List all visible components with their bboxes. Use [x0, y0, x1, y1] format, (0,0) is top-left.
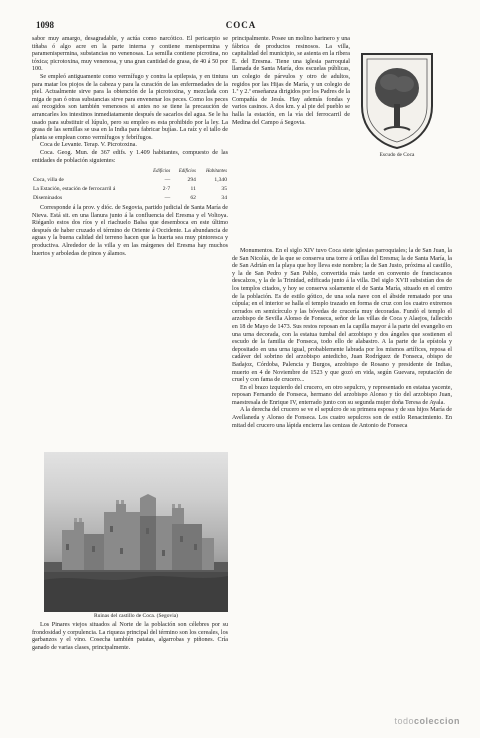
entity-name: Diseminados	[33, 195, 63, 202]
column-header: Edificios	[178, 169, 196, 175]
watermark-brand: coleccion	[413, 716, 460, 726]
coat-of-arms-image	[352, 48, 442, 152]
cell: 2·7	[162, 186, 171, 193]
watermark-prefix: todo	[394, 716, 414, 726]
geog-intro: Coca. Geog. Mun. de 367 edifs. y 1.409 habitantes, compuesto de las entidades de población siguientes:	[32, 149, 228, 164]
left-column	[32, 36, 228, 258]
cell: 294	[187, 177, 196, 184]
paragraph: Corresponde á la prov. y dióc. de Segovia, partido judicial de Santa María de Nieva. Está sit. en una llanura junto á la confluencia del Eresma y el Voltoya. Riéganlo estos dos ríos y el riachuelo Balsa que desemboca en este último después de haber cruzado el término de Oriente á Occidente. La abundancia de aguas y la buena calidad del terreno hacen que la huerta sea muy pintoresca y productiva. Alrededor de la villa y en las márgenes del Eresma hay muchos huertos y arboledas de pinos y álamos.	[32, 205, 228, 257]
castle-illustration	[44, 452, 228, 612]
right-column-monuments	[232, 248, 452, 430]
column-header: Edificios	[153, 169, 171, 175]
table-row	[32, 185, 228, 194]
cell: —	[164, 177, 171, 184]
entity-name: Coca, villa de	[33, 177, 64, 184]
cell: 62	[190, 195, 196, 202]
running-word: COCA	[225, 20, 257, 30]
table-row	[32, 176, 228, 185]
cell: —	[164, 195, 171, 202]
paragraph: Monumentos. En el siglo XIV tuvo Coca siete iglesias parroquiales; la de San Juan, la de San Nicolás, de la que se conserva una torre á orillas del Eresma; la de Santa María, la de San Adrián en la playa que hoy lleva este nombre; la de San Justo, próxima al castillo, y la de San Pedro y San Pablo, convertida más tarde en convento de franciscanos descalzos, y la de la Trinidad, edificada junto á la villa. Del siglo XVII subsistían dos de los templos citados, y hoy se conserva solamente el de Santa María, situado en el centro de la población. Es de estilo gótico, de una sola nave con el ábside rematado por una cúpula; en el interior se halla el templo trazado en forma de cruz con los cuatro extremos cerrados en semicírculo y las bóvedas de crucería muy decoradas. Fundó el templo el arzobispo de Sevilla Alonso de Fonseca, señor de las villas de Coca y Alaejos, fallecido en 18 de Mayo de 1473. Sus restos reposan en la capilla mayor á la parte del evangelio en una urna decorada, con la estatua tumbal del arzobispo y dos ángeles que sostienen el escudo de la familia de Fonseca, todo ello de alabastro. A la parte de la epístola y depositado en una urna igual, probablemente labrada por los mismos artífices, reposa el cadáver del sobrino del arzobispo antedicho, Juan Rodríguez de Fonseca, obispo de Badajoz, Córdoba, Palencia y Burgos, arzobispo de Rosano y presidente de Indias, muerto en 4 de Noviembre de 1523 y que gozó en vida, según Guevara, reputación de cruel y con fama de crucero...	[232, 248, 452, 384]
cell: 11	[190, 186, 196, 193]
page-number: 1098	[36, 20, 54, 30]
running-header	[36, 20, 446, 34]
cross-reference: Coca de Levante. Terap. V. Picrotoxina.	[40, 142, 137, 149]
cell: 35	[221, 186, 227, 193]
table-row	[32, 194, 228, 203]
left-column-bottom	[32, 622, 228, 652]
paragraph: En el brazo izquierdo del crucero, en otro sepulcro, y representado en estatua yacente, reposan Fernando de Fonseca, hermano del arzobispo Alonso y tío del arzobispo Juan, maestresala de Enrique IV, enterrado junto con su segunda mujer doña Teresa de Ayala.	[232, 384, 452, 406]
photo-caption: Ruinas del castillo de Coca. (Segovia)	[93, 613, 178, 619]
column-header: Habitantes	[205, 169, 227, 175]
paragraph: Los Pinares viejos situados al Norte de la población son célebres por su frondosidad y corpulencia. La riqueza principal del término son los cereales, los garbanzos y el vino. Cosecha también patatas, algarrobas y piñones. Cría ganado de varias clases, principalmente.	[32, 622, 228, 651]
paragraph: A la derecha del crucero se ve el sepulcro de su primera esposa y de sus hijos María de Avellaneda y Alonso de Fonseca. Los cuatro sepulcros son de estilo Renacimiento. En mitad del crucero una lápida encierra las cenizas de Antonio de Fonseca	[232, 407, 452, 429]
paragraph: principalmente. Posee un molino harinero y una fábrica de productos resinosos. La villa, capitalidad del municipio, se asienta en la ribera E. del Eresma. Tiene una iglesia parroquial llamada de Santa María, dos escuelas públicas, un colegio de párvulos y otro de adultos, regidos por las Hijas de María, y un colegio de 1.ª y 2.ª enseñanza dirigidos por los Padres de la Compañía de Jesús. Hay además fondas y varios casinos. A dos km. y al pie del pueblo se halla la estación, en la vía del ferrocarril de Medina del Campo á Segovia.	[232, 36, 350, 126]
cell: 1,340	[214, 177, 227, 184]
entity-name: La Estación, estación de ferrocarril á	[33, 186, 116, 193]
paragraph: sabor muy amargo, desagradable, y actúa como narcótico. El pericarpio se tiñaba ó algo acre en la parte interna y contiene menispermina y paramenispermina, substancias no venenosas. La semilla contiene picrotina, no tóxica; picrotoxina, muy venenosa, y una gran cantidad de grasa, de 40 á 50 por 100.	[32, 36, 228, 73]
paragraph: Se empleó antiguamente como vermífugo y contra la epilepsia, y en tintura para matar los piojos de la cabeza y para la curación de las enfermedades de la piel. Actualmente sirve para la obtención de la picrotoxina, y mezclada con miga de pan ó otras substancias sirve para envenenar los peces. Como los peces así recogidos son también venenosos si antes no se tiene la precaución de arrancarles los intestinos inmediatamente después de sacarlos del agua. Se le ha usado para substituir el lúpulo, pero su empleo es esta prohibido por la ley. La grasa de las semillas se usa en la India para fabricar bujías. La raíz y el tallo de planta se emplean como vermífugos y febrífugos.	[32, 73, 228, 141]
castle-photo	[44, 452, 228, 612]
watermark	[394, 716, 460, 726]
coat-caption: Escudo de Coca	[379, 152, 415, 158]
coat-of-arms-icon	[352, 48, 442, 152]
cell: 34	[221, 195, 227, 202]
census-table	[32, 167, 228, 203]
